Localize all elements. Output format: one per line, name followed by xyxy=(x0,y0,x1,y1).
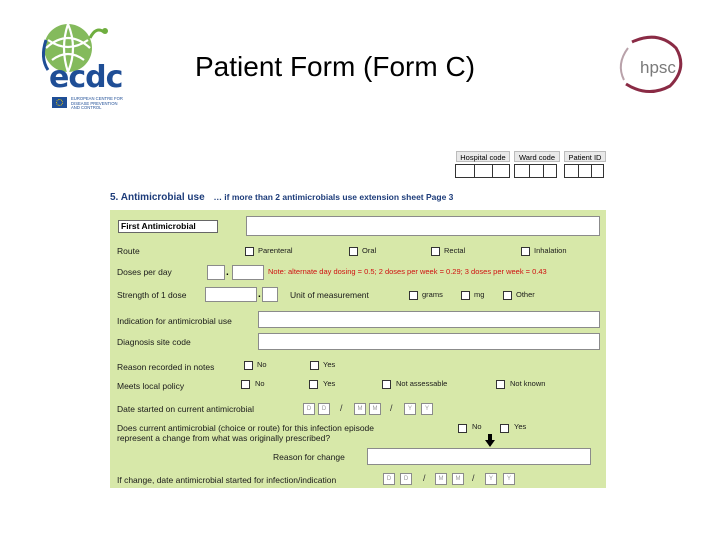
unit-grams-label: grams xyxy=(422,290,443,299)
policy-no-label: No xyxy=(255,379,265,388)
hospital-code-label: Hospital code xyxy=(456,151,510,162)
date-change-day-1[interactable]: D xyxy=(383,473,395,485)
section-heading xyxy=(110,192,453,203)
patient-id-field[interactable] xyxy=(564,164,604,178)
change-no-checkbox[interactable] xyxy=(458,424,467,433)
meets-policy-label: Meets local policy xyxy=(117,381,185,391)
reason-for-change-field[interactable] xyxy=(367,448,591,465)
doses-per-day-whole-field[interactable] xyxy=(207,265,225,280)
date-started-month-1[interactable]: M xyxy=(354,403,366,415)
unit-mg-checkbox[interactable] xyxy=(461,291,470,300)
date-separator: / xyxy=(340,403,343,413)
route-oral-label: Oral xyxy=(362,246,377,255)
diagnosis-site-field[interactable] xyxy=(258,333,600,350)
route-inhalation-checkbox[interactable] xyxy=(521,247,530,256)
date-separator: / xyxy=(472,473,475,483)
ward-code-label: Ward code xyxy=(514,151,560,162)
ward-code-field[interactable] xyxy=(514,164,557,178)
date-started-year-2[interactable]: Y xyxy=(421,403,433,415)
reason-recorded-yes-label: Yes xyxy=(323,360,336,369)
hpsc-logo-text: hpsc xyxy=(640,58,676,77)
policy-no-checkbox[interactable] xyxy=(241,380,250,389)
unit-label: Unit of measurement xyxy=(290,290,369,300)
date-started-label: Date started on current antimicrobial xyxy=(117,404,255,414)
date-separator: / xyxy=(390,403,393,413)
route-oral-checkbox[interactable] xyxy=(349,247,358,256)
change-question-line-2: represent a change from what was originally prescribed? xyxy=(117,433,331,443)
unit-other-checkbox[interactable] xyxy=(503,291,512,300)
patient-id-label: Patient ID xyxy=(564,151,606,162)
ecdc-sub-line-3: AND CONTROL xyxy=(71,105,102,111)
policy-not-assessable-checkbox[interactable] xyxy=(382,380,391,389)
route-rectal-checkbox[interactable] xyxy=(431,247,440,256)
date-change-day-2[interactable]: D xyxy=(400,473,412,485)
unit-grams-checkbox[interactable] xyxy=(409,291,418,300)
strength-label: Strength of 1 dose xyxy=(117,290,187,300)
reason-for-change-label: Reason for change xyxy=(273,452,345,462)
hospital-code-field[interactable] xyxy=(455,164,510,178)
ecdc-sub-line-1: EUROPEAN CENTRE FOR xyxy=(71,96,123,101)
section-note: … if more than 2 antimicrobials use extension sheet Page 3 xyxy=(213,192,454,202)
route-parenteral-label: Parenteral xyxy=(258,246,293,255)
policy-not-known-label: Not known xyxy=(510,379,546,388)
eu-agency-strip xyxy=(52,97,123,111)
unit-mg-label: mg xyxy=(474,290,485,299)
unit-other-label: Other xyxy=(516,290,535,299)
page-title: Patient Form (Form C) xyxy=(195,51,476,82)
date-change-year-2[interactable]: Y xyxy=(503,473,515,485)
doses-per-day-decimal-field[interactable] xyxy=(232,265,264,280)
indication-label: Indication for antimicrobial use xyxy=(117,316,232,326)
date-started-day-1[interactable]: D xyxy=(303,403,315,415)
arrow-down-icon xyxy=(485,434,495,447)
route-rectal-label: Rectal xyxy=(444,246,466,255)
date-started-year-1[interactable]: Y xyxy=(404,403,416,415)
decimal-point: . xyxy=(226,267,229,278)
change-yes-label: Yes xyxy=(514,422,527,431)
date-change-month-2[interactable]: M xyxy=(452,473,464,485)
policy-yes-label: Yes xyxy=(323,379,336,388)
strength-decimal-field[interactable] xyxy=(262,287,278,302)
route-label: Route xyxy=(117,246,140,256)
policy-not-assessable-label: Not assessable xyxy=(396,379,448,388)
change-yes-checkbox[interactable] xyxy=(500,424,509,433)
change-question-line-1: Does current antimicrobial (choice or route) for this infection episode xyxy=(117,423,375,433)
policy-yes-checkbox[interactable] xyxy=(309,380,318,389)
ecdc-sub-line-2: DISEASE PREVENTION xyxy=(71,100,118,106)
date-separator: / xyxy=(423,473,426,483)
policy-not-known-checkbox[interactable] xyxy=(496,380,505,389)
reason-recorded-label: Reason recorded in notes xyxy=(117,362,215,372)
reason-recorded-yes-checkbox[interactable] xyxy=(310,361,319,370)
section-title: 5. Antimicrobial use xyxy=(110,192,205,203)
doses-note: Note: alternate day dosing = 0.5; 2 doses per week = 0.29; 3 doses per week = 0.43 xyxy=(268,267,547,276)
eu-flag-icon xyxy=(52,97,67,108)
ecdc-logo-text: ecdc xyxy=(49,60,123,95)
strength-whole-field[interactable] xyxy=(205,287,257,302)
change-no-label: No xyxy=(472,422,482,431)
route-parenteral-checkbox[interactable] xyxy=(245,247,254,256)
first-antimicrobial-label: First Antimicrobial xyxy=(118,220,218,233)
indication-field[interactable] xyxy=(258,311,600,328)
reason-recorded-no-label: No xyxy=(257,360,267,369)
decimal-point: . xyxy=(258,289,261,300)
reason-recorded-no-checkbox[interactable] xyxy=(244,361,253,370)
date-started-day-2[interactable]: D xyxy=(318,403,330,415)
diagnosis-site-label: Diagnosis site code xyxy=(117,337,191,347)
route-inhalation-label: Inhalation xyxy=(534,246,567,255)
first-antimicrobial-field[interactable] xyxy=(246,216,600,236)
date-change-month-1[interactable]: M xyxy=(435,473,447,485)
date-started-month-2[interactable]: M xyxy=(369,403,381,415)
date-if-change-label: If change, date antimicrobial started for infection/indication xyxy=(117,475,337,485)
date-change-year-1[interactable]: Y xyxy=(485,473,497,485)
doses-per-day-label: Doses per day xyxy=(117,267,172,277)
